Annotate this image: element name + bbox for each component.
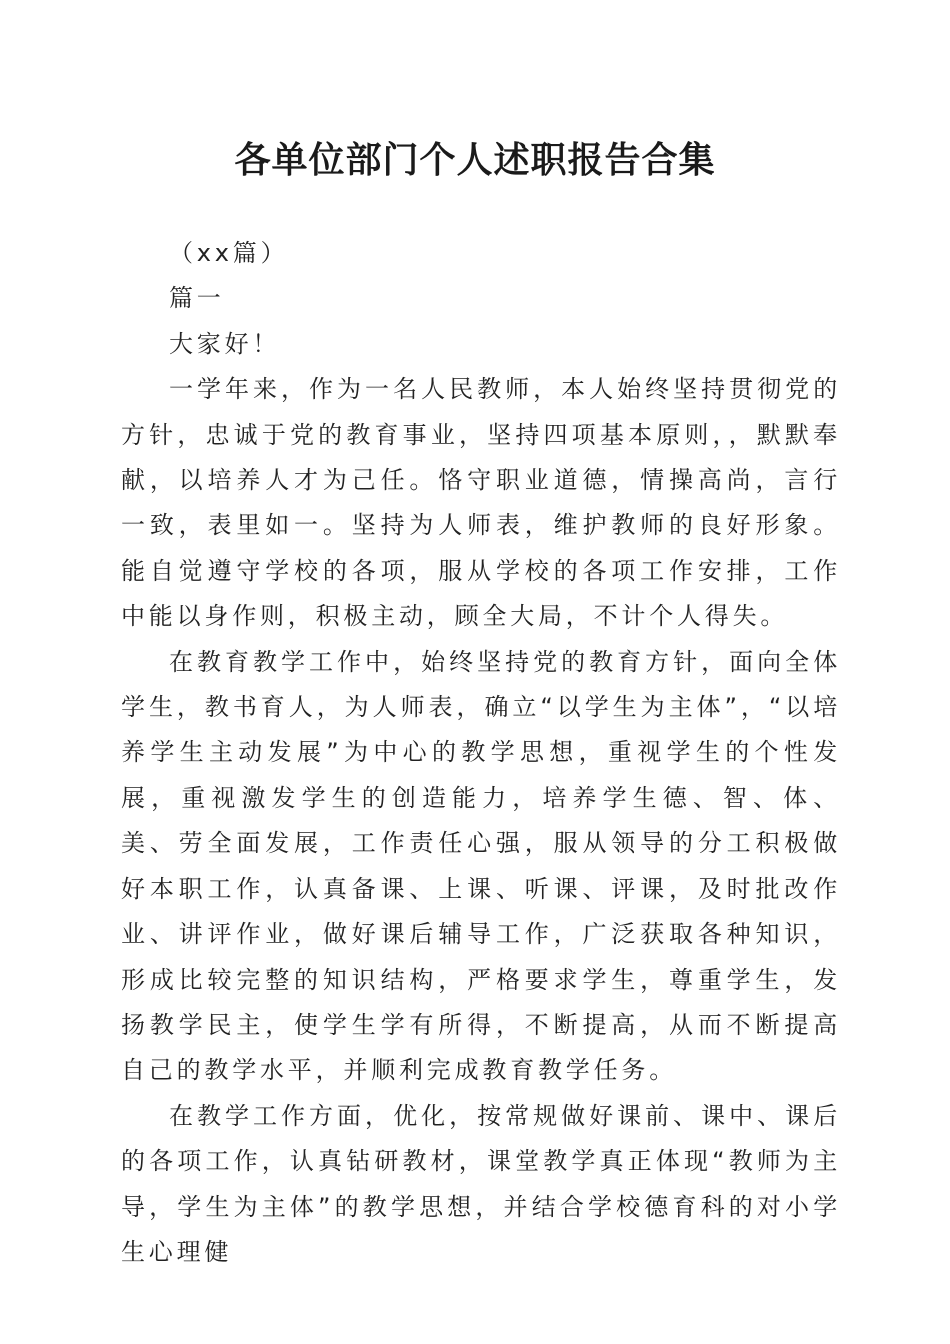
paragraph-body: 一学年来，作为一名人民教师，本人始终坚持贯彻党的方针，忠诚于党的教育事业，坚持四项基本原则，，默默奉献，以培养人才为己任。恪守职业道德，情操高尚，言行一致，表里如一。坚持为人师表，维护教师的良好形象。能自觉遵守学校的各项，服从学校的各项工作安排，工作中能以身作则，积极主动，顾全大局，不计个人得失。 — [121, 375, 841, 631]
paragraph-count-note: （xx篇） — [169, 239, 289, 267]
paragraph-section-heading: 篇一 — [169, 284, 225, 313]
document-title: 各单位部门个人述职报告合集 — [234, 139, 716, 181]
paragraph-body: 在教学工作方面，优化，按常规做好课前、课中、课后的各项工作，认真钻研教材，课堂教学真正体现“教师为主导，学生为主体”的教学思想，并结合学校德育科的对小学生心理健 — [121, 1101, 841, 1266]
document-body — [121, 231, 841, 1275]
paragraph-body: 在教育教学工作中，始终坚持党的教育方针，面向全体学生，教书育人，为人师表，确立“以学生为主体”，“以培养学生主动发展”为中心的教学思想，重视学生的个性发展，重视激发学生的创造能力，培养学生德、智、体、美、劳全面发展，工作责任心强，服从领导的分工积极做好本职工作，认真备课、上课、听课、评课，及时批改作业、讲评作业，做好课后辅导工作，广泛获取各种知识，形成比较完整的知识结构，严格要求学生，尊重学生，发扬教学民主，使学生学有所得，不断提高，从而不断提高自己的教学水平，并顺利完成教育教学任务。 — [121, 647, 841, 1085]
paragraph-greeting: 大家好！ — [169, 329, 281, 358]
